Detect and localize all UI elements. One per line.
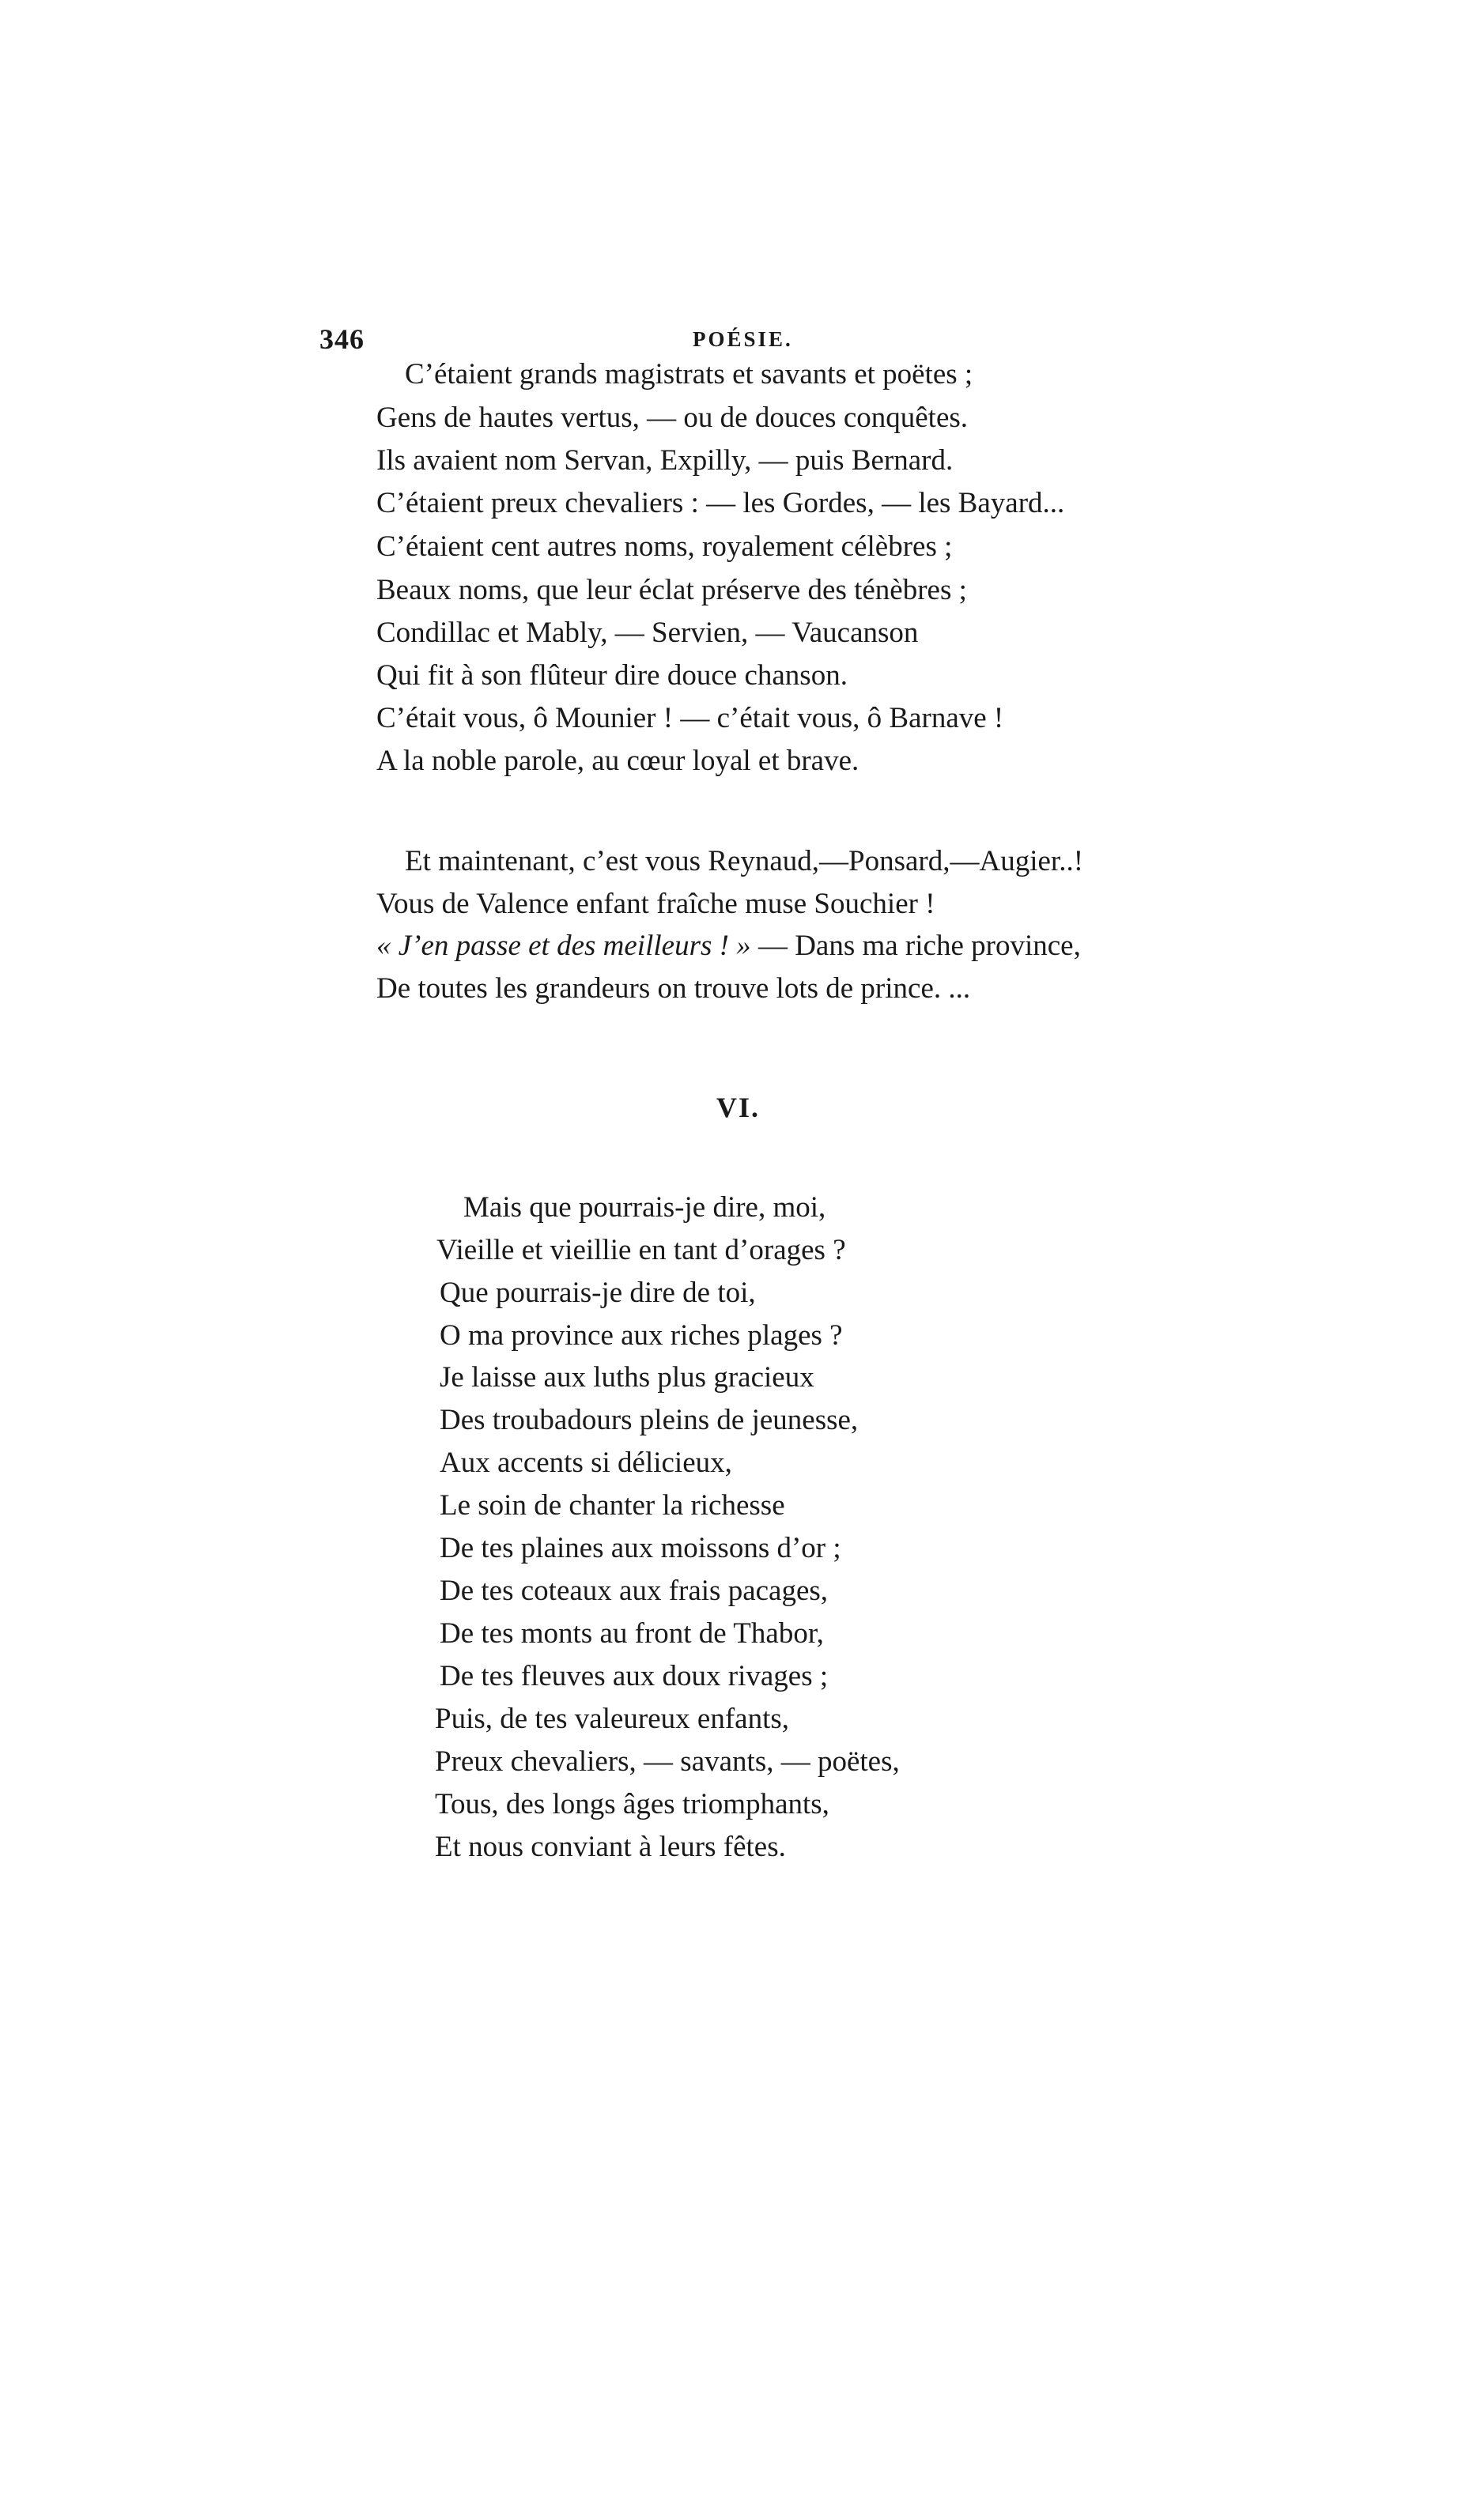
- verse-line: Aux accents si délicieux,: [440, 1447, 732, 1479]
- quotation: « J’en passe et des meilleurs ! »: [376, 930, 751, 962]
- verse-line: De tes fleuves aux doux rivages ;: [440, 1660, 829, 1692]
- verse-line: Le soin de chanter la richesse: [440, 1489, 785, 1522]
- verse-line: Vous de Valence enfant fraîche muse Souchier !: [376, 888, 935, 920]
- verse-line: Mais que pourrais-je dire, moi,: [463, 1191, 826, 1224]
- verse-line: De tes coteaux aux frais pacages,: [440, 1575, 829, 1607]
- verse-line: Des troubadours pleins de jeunesse,: [440, 1404, 859, 1436]
- verse-line: Que pourrais-je dire de toi,: [440, 1277, 756, 1309]
- running-head: POÉSIE.: [693, 327, 793, 351]
- verse-line: Condillac et Mably, — Servien, — Vaucanson: [376, 617, 919, 649]
- verse-line: Gens de hautes vertus, — ou de douces conquêtes.: [376, 402, 969, 434]
- verse-line: O ma province aux riches plages ?: [440, 1319, 843, 1352]
- verse-line: C’étaient preux chevaliers : — les Gordes, — les Bayard...: [376, 487, 1065, 519]
- page-number: 346: [319, 323, 365, 355]
- verse-line: Tous, des longs âges triomphants,: [435, 1788, 829, 1820]
- verse-line: De tes monts au front de Thabor,: [440, 1617, 824, 1650]
- verse-line: Vieille et vieillie en tant d’orages ?: [436, 1234, 846, 1266]
- verse-line: Ils avaient nom Servan, Expilly, — puis Bernard.: [376, 444, 954, 477]
- verse-line: A la noble parole, au cœur loyal et brave.: [376, 745, 859, 777]
- section-number: VI.: [716, 1092, 761, 1123]
- verse-line: Et maintenant, c’est vous Reynaud,—Ponsard,—Augier..!: [405, 845, 1084, 877]
- verse-line: [376, 930, 1081, 962]
- verse-line: C’étaient cent autres noms, royalement célèbres ;: [376, 530, 953, 563]
- verse-line: Qui fit à son flûteur dire douce chanson.: [376, 659, 848, 692]
- verse-line-rest: — Dans ma riche province,: [750, 930, 1081, 962]
- verse-line: Puis, de tes valeureux enfants,: [435, 1703, 789, 1735]
- verse-line: De tes plaines aux moissons d’or ;: [440, 1532, 841, 1564]
- verse-line: Preux chevaliers, — savants, — poëtes,: [435, 1745, 900, 1778]
- verse-line: Et nous conviant à leurs fêtes.: [435, 1831, 786, 1863]
- verse-line: Beaux noms, que leur éclat préserve des ténèbres ;: [376, 574, 967, 606]
- verse-line: C’étaient grands magistrats et savants et poëtes ;: [405, 358, 973, 390]
- verse-line: De toutes les grandeurs on trouve lots de prince. ...: [376, 972, 971, 1005]
- verse-line: Je laisse aux luths plus gracieux: [440, 1361, 814, 1394]
- verse-line: C’était vous, ô Mounier ! — c’était vous, ô Barnave !: [376, 702, 1004, 734]
